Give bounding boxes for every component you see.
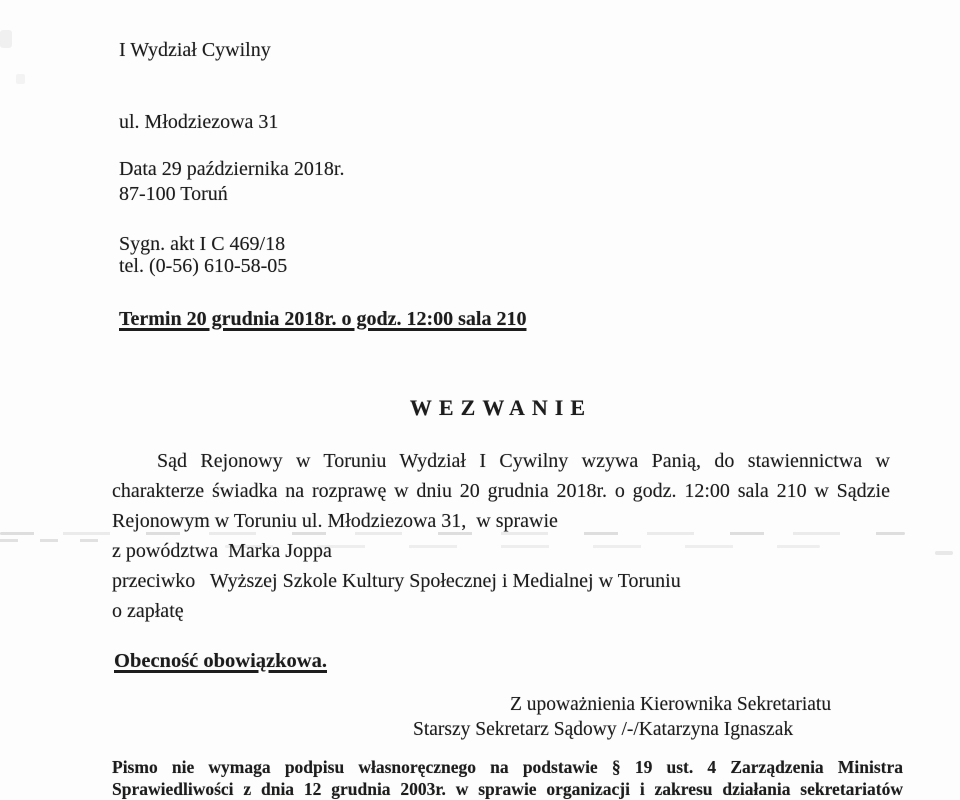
authorization-line: Z upoważnienia Kierownika Sekretariatu [510,694,832,715]
body-paragraph-line: Sąd Rejonowy w Toruniu Wydział I Cywilny wzywa Panią, do stawiennictwa w [157,450,890,472]
defendant-line: przeciwko Wyższej Szkole Kultury Społecznej i Medialnej w Toruniu [112,570,681,592]
summons-body [112,446,890,626]
plaintiff-line: z powództwa Marka Joppa [112,540,332,562]
document-date-line: Data 29 października 2018r. [119,158,345,180]
court-division-line: I Wydział Cywilny [119,39,271,61]
court-street-line: ul. Młodziezowa 31 [119,111,279,133]
court-phone-line: tel. (0-56) 610-58-05 [119,255,288,277]
case-docket-number: Sygn. akt I C 469/18 [119,233,286,255]
scan-artifact-mark [16,74,25,84]
scan-artifact-mark [0,30,12,48]
scan-artifact-smudge-line [935,551,953,555]
document-title: WEZWANIE [409,395,593,420]
court-city-line: 87-100 Toruń [119,183,228,205]
case-info-block [119,107,526,382]
scan-artifact-smudge-line [0,539,110,542]
hearing-term-line: Termin 20 grudnia 2018r. o godz. 12:00 sala 210 [119,308,527,330]
legal-footnote-line: Sprawiedliwości z dnia 12 grudnia 2003r. w sprawie organizacji i zakresu działania sekretariatów [112,778,903,799]
claim-subject-line: o zapłatę [112,600,184,622]
legal-footnote-block [112,757,903,800]
mandatory-attendance-line: Obecność obowiązkowa. [114,650,327,672]
body-paragraph-line: charakterze świadka na rozprawę w dniu 20 grudnia 2018r. o godz. 12:00 sala 210 w Sądzie [112,480,890,502]
secretary-signature-line: Starszy Sekretarz Sądowy /-/Katarzyna Ignaszak [413,719,794,740]
legal-footnote-line: Pismo nie wymaga podpisu własnoręcznego na podstawie § 19 ust. 4 Zarządzenia Ministra [112,757,903,777]
body-paragraph-line: Rejonowym w Toruniu ul. Młodziezowa 31, w sprawie [112,510,558,532]
